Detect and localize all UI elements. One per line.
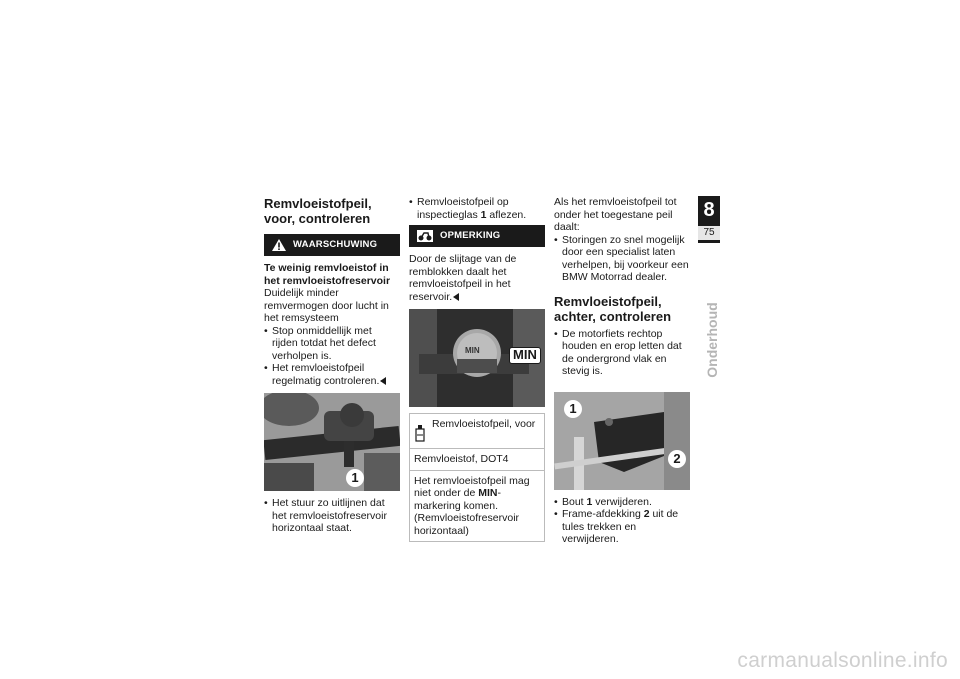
warning-heading: Te weinig remvloeistof in het remvloeistofreservoir [264, 262, 391, 287]
section-title-rear: Remvloeistofpeil, achter, controleren [554, 293, 672, 324]
page-number: 75 [698, 226, 720, 240]
list-item: • Het remvloeistofpeil regelmatig controleren. [264, 362, 400, 387]
note-banner [409, 225, 545, 247]
warning-banner [264, 234, 400, 256]
photo-handlebar-reservoir [264, 393, 400, 491]
list-item: • Stop onmiddellijk met rijden totdat het defect verholpen is. [264, 325, 400, 363]
warning-bullets [264, 325, 400, 388]
rear-list [554, 328, 690, 378]
list-item: • Het stuur zo uitlijnen dat het remvloeistofreservoir horizontaal staat. [264, 497, 400, 535]
engraved-min-label: MIN [465, 346, 480, 355]
column-3 [554, 196, 690, 546]
removal-list [554, 496, 690, 546]
column-2 [409, 196, 545, 542]
photo-callout-1: 1 [346, 469, 364, 487]
fluid-bottle-icon [414, 424, 426, 442]
motorcycle-note-icon [417, 230, 433, 242]
handlebar-photo-drawing [264, 393, 400, 491]
list-item: • Frame-afdekking 2 uit de tules trekken en verwijderen. [554, 508, 690, 546]
photo-min-callout: MIN [509, 347, 541, 364]
note-text: Door de slijtage van de remblokken daalt het remvloeistofpeil in het reservoir. [409, 253, 517, 303]
spec-title: Remvloeistofpeil, voor [432, 418, 536, 430]
watermark: carmanualsonline.info [737, 649, 948, 672]
column-1 [264, 196, 400, 535]
list-item: • De motorfiets rechtop houden en erop letten dat de ondergrond vlak en stevig is. [554, 328, 690, 378]
chapter-number: 8 [703, 199, 715, 221]
list-item: • Bout 1 verwijderen. [554, 496, 690, 509]
end-mark-icon [380, 377, 386, 385]
chapter-side-label: Onderhoud [704, 302, 720, 378]
photo-callout-2: 2 [668, 450, 686, 468]
dealer-list [554, 234, 690, 284]
warning-label: WAARSCHUWING [293, 238, 378, 250]
spec-requirement: Het remvloeistofpeil mag niet onder de MIN-markering komen. (Remvloeistofreservoir horizontaal) [414, 474, 530, 537]
warning-triangle-icon [272, 239, 286, 251]
inspect-list [409, 196, 545, 221]
spec-header [410, 414, 544, 449]
after-photo-list [264, 497, 400, 535]
spec-table [409, 413, 545, 542]
end-mark-icon [453, 293, 459, 301]
intro-text: Als het remvloeistofpeil tot onder het toegestane peil daalt: [554, 196, 677, 233]
list-item: • Remvloeistofpeil op inspectieglas 1 aflezen. [409, 196, 545, 221]
photo-rear-reservoir [554, 392, 690, 490]
list-item: • Storingen zo snel mogelijk door een specialist laten verhelpen, bij voorkeur een BMW Motorrad dealer. [554, 234, 690, 284]
warning-text: Duidelijk minder remvermogen door lucht in het remsysteem [264, 287, 389, 324]
spec-fluid: Remvloeistof, DOT4 [410, 449, 544, 471]
photo-inspection-glass [409, 309, 545, 407]
section-title-front: Remvloeistofpeil, voor, controleren [264, 196, 372, 226]
note-label: OPMERKING [440, 229, 501, 241]
photo-callout-1: 1 [564, 400, 582, 418]
